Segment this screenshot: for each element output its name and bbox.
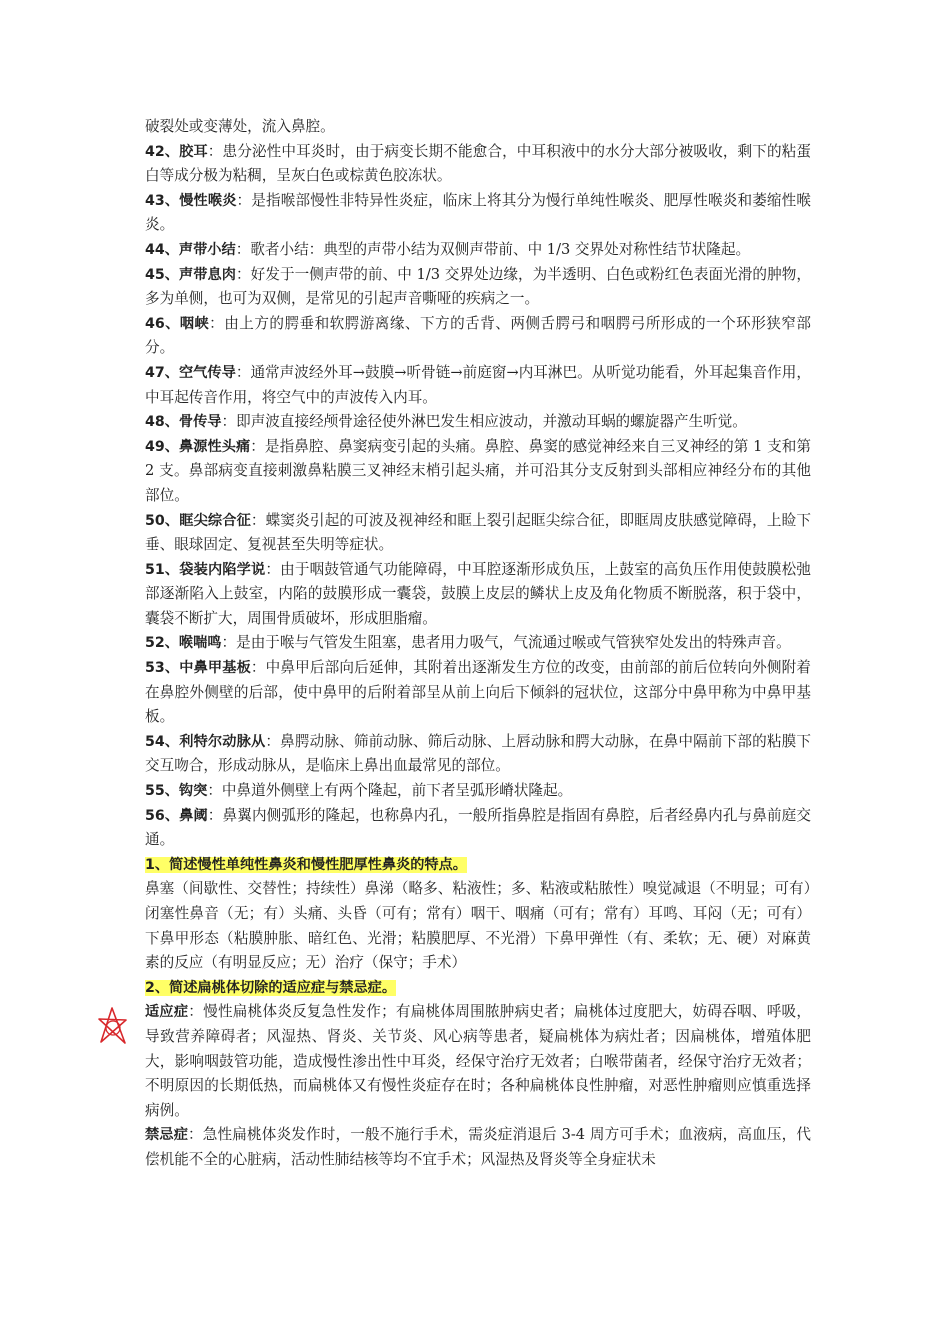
- term-item: 49、鼻源性头痛：是指鼻腔、鼻窦病变引起的头痛。鼻腔、鼻窦的感觉神经来自三叉神经的第 1 支和第 2 支。鼻部病变直接刺激鼻粘膜三叉神经末梢引起头痛，并可沿其分支反射到头部相应神经分布的其他部位。: [145, 437, 811, 504]
- intro-fragment: 破裂处或变薄处，流入鼻腔。: [145, 118, 335, 135]
- term-item: 45、声带息肉：好发于一侧声带的前、中 1/3 交界处边缘，为半透明、白色或粉红色表面光滑的肿物，多为单侧，也可为双侧，是常见的引起声音嘶哑的疾病之一。: [145, 265, 811, 308]
- term-item: 54、利特尔动脉从：鼻腭动脉、筛前动脉、筛后动脉、上唇动脉和腭大动脉，在鼻中隔前下部的粘膜下交互吻合，形成动脉从，是临床上鼻出血最常见的部位。: [145, 732, 811, 775]
- term-item: 47、空气传导：通常声波经外耳→鼓膜→听骨链→前庭窗→内耳淋巴。从听觉功能看，外耳起集音作用，中耳起传音作用，将空气中的声波传入内耳。: [145, 363, 811, 406]
- question-2-title: 2、简述扁桃体切除的适应症与禁忌症。: [145, 979, 397, 996]
- term-item: 48、骨传导：即声波直接经颅骨途径使外淋巴发生相应波动，并激动耳蜗的螺旋器产生听觉。: [145, 413, 747, 431]
- contraindications-paragraph: 禁忌症：急性扁桃体炎发作时，一般不施行手术，需炎症消退后 3-4 周方可手术；血液病，高血压，代偿机能不全的心脏病，活动性肺结核等均不宜手术；风湿热及肾炎等全身症状未: [145, 1126, 811, 1168]
- term-item: 51、袋装内陷学说：由于咽鼓管通气功能障碍，中耳腔逐渐形成负压，上鼓室的高负压作用使鼓膜松弛部逐渐陷入上鼓室，内陷的鼓膜形成一囊袋，鼓膜上皮层的鳞状上皮及角化物质不断脱落，积于袋中，囊袋不断扩大，周围骨质破坏，形成胆脂瘤。: [145, 560, 811, 627]
- term-list: [145, 140, 811, 853]
- term-item: 46、咽峡：由上方的腭垂和软腭游离缘、下方的舌背、两侧舌腭弓和咽腭弓所形成的一个环形狭窄部分。: [145, 314, 811, 357]
- term-item: 56、鼻阈：鼻翼内侧弧形的隆起，也称鼻内孔，一般所指鼻腔是指固有鼻腔，后者经鼻内孔与鼻前庭交通。: [145, 806, 811, 849]
- term-item: 43、慢性喉炎：是指喉部慢性非特异性炎症，临床上将其分为慢行单纯性喉炎、肥厚性喉炎和萎缩性喉炎。: [145, 191, 811, 234]
- term-item: 42、胶耳：患分泌性中耳炎时，由于病变长期不能愈合，中耳积液中的水分大部分被吸收，剩下的粘蛋白等成分极为粘稠，呈灰白色或棕黄色胶冻状。: [145, 142, 811, 185]
- document-page: [145, 115, 811, 1173]
- term-item: 44、声带小结：歌者小结：典型的声带小结为双侧声带前、中 1/3 交界处对称性结节状隆起。: [145, 240, 751, 258]
- indications-paragraph: 适应症：慢性扁桃体炎反复急性发作；有扁桃体周围脓肿病史者；扁桃体过度肥大，妨碍吞咽、呼吸，导致营养障碍者；风湿热、肾炎、关节炎、风心病等患者，疑扁桃体为病灶者；因扁桃体，增殖体肥大，影响咽鼓管功能，造成慢性渗出性中耳炎，经保守治疗无效者；白喉带菌者，经保守治疗无效者；不明原因的长期低热，而扁桃体又有慢性炎症存在时；各种扁桃体良性肿瘤，对恶性肿瘤则应慎重选择病例。: [145, 1003, 811, 1119]
- question-1-answer: 鼻塞（间歇性、交替性；持续性）鼻涕（略多、粘液性；多、粘液或粘脓性）嗅觉减退（不明显；可有）闭塞性鼻音（无；有）头痛、头昏（可有；常有）咽干、咽痛（可有；常有）耳鸣、耳闷（无；可有）下鼻甲形态（粘膜肿胀、暗红色、光滑；粘膜肥厚、不光滑）下鼻甲弹性（有、柔软；无、硬）对麻黄素的反应（有明显反应；无）治疗（保守；手术）: [145, 880, 811, 972]
- term-item: 52、喉喘鸣：是由于喉与气管发生阻塞，患者用力吸气，气流通过喉或气管狭窄处发出的特殊声音。: [145, 634, 791, 652]
- term-item: 53、中鼻甲基板：中鼻甲后部向后延伸，其附着出逐渐发生方位的改变，由前部的前后位转向外侧附着在鼻腔外侧壁的后部，使中鼻甲的后附着部呈从前上向后下倾斜的冠状位，这部分中鼻甲称为中鼻甲基板。: [145, 659, 811, 726]
- term-item: 50、眶尖综合征：蝶窦炎引起的可波及视神经和眶上裂引起眶尖综合征，即眶周皮肤感觉障碍，上睑下垂、眼球固定、复视甚至失明等症状。: [145, 511, 811, 554]
- star-mark-icon: [96, 1006, 130, 1046]
- term-item: 55、钩突：中鼻道外侧壁上有两个隆起，前下者呈弧形嵴状隆起。: [145, 782, 573, 800]
- question-1-title: 1、简述慢性单纯性鼻炎和慢性肥厚性鼻炎的特点。: [145, 856, 467, 873]
